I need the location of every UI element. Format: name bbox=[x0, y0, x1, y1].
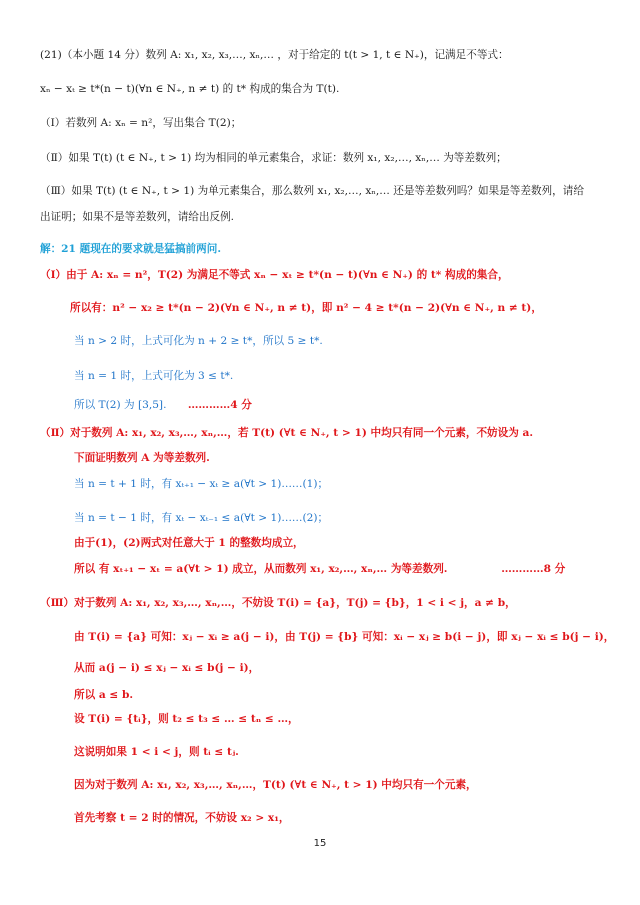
part1-score: …………4 分 bbox=[187, 399, 252, 411]
part3-line-1: （Ⅲ）对于数列 A: x₁, x₂, x₃,…, xₙ,…，不妨设 T(i) = {a}，T(j) = {b}，1 < i < j，a ≠ b， bbox=[40, 597, 516, 609]
part2-line-5: 由于(1)，(2)两式对任意大于 1 的整数均成立， bbox=[74, 537, 304, 549]
problem-line-2: xₙ − xₜ ≥ t*(n − t)(∀n ∈ N₊, n ≠ t) 的 t* 构成的集合为 T(t). bbox=[40, 83, 340, 95]
part1-line-5 bbox=[74, 398, 252, 412]
part1-line-3: 当 n > 2 时，上式可化为 n + 2 ≥ t*，所以 5 ≥ t*. bbox=[74, 335, 323, 347]
part1-conclusion: 所以 T(2) 为 [3,5]. bbox=[74, 399, 167, 411]
part3-line-6: 这说明如果 1 < i < j，则 tᵢ ≤ tⱼ. bbox=[74, 746, 239, 758]
part1-line-4: 当 n = 1 时，上式可化为 3 ≤ t*. bbox=[74, 370, 234, 382]
solution-title: 解：21 题现在的要求就是猛搞前两问. bbox=[40, 243, 222, 255]
part2-line-6 bbox=[74, 562, 565, 576]
problem-part-2: （Ⅱ）如果 T(t) (t ∈ N₊, t > 1) 均为相同的单元素集合，求证：数列 x₁, x₂,…, xₙ,… 为等差数列； bbox=[40, 152, 507, 164]
problem-part-3: （Ⅲ）如果 T(t) (t ∈ N₊, t > 1) 为单元素集合，那么数列 x₁, x₂,…, xₙ,… 还是等差数列吗？如果是等差数列，请给 bbox=[40, 185, 584, 197]
part3-line-2: 由 T(i) = {a} 可知：xⱼ − xᵢ ≥ a(j − i)，由 T(j) = {b} 可知：xᵢ − xⱼ ≥ b(i − j)，即 xⱼ − xᵢ ≤ b(j − i)， bbox=[74, 631, 615, 643]
part2-line-2: 下面证明数列 A 为等差数列. bbox=[74, 452, 210, 464]
part2-conclusion: 所以 有 xₜ₊₁ − xₜ = a(∀t > 1) 成立，从而数列 x₁, x₂,…, xₙ,… 为等差数列. bbox=[74, 563, 448, 575]
problem-part-1: （Ⅰ）若数列 A: xₙ = n²，写出集合 T(2)； bbox=[40, 117, 242, 129]
part2-score: …………8 分 bbox=[501, 563, 566, 575]
part1-line-2: 所以有：n² − x₂ ≥ t*(n − 2)(∀n ∈ N₊, n ≠ t)，即 n² − 4 ≥ t*(n − 2)(∀n ∈ N₊, n ≠ t)， bbox=[70, 302, 542, 314]
part3-line-8: 首先考察 t = 2 时的情况，不妨设 x₂ > x₁， bbox=[74, 812, 290, 824]
part3-line-7: 因为对于数列 A: x₁, x₂, x₃,…, xₙ,…，T(t) (∀t ∈ N₊, t > 1) 中均只有一个元素， bbox=[74, 779, 477, 791]
part3-line-5: 设 T(i) = {tᵢ}，则 t₂ ≤ t₃ ≤ … ≤ tₙ ≤ …， bbox=[74, 713, 299, 725]
problem-part-3-cont: 出证明；如果不是等差数列，请给出反例. bbox=[40, 211, 235, 223]
part2-line-4: 当 n = t − 1 时，有 xₜ − xₜ₋₁ ≤ a(∀t > 1)……(2)； bbox=[74, 512, 329, 524]
part2-line-1: （Ⅱ）对于数列 A: x₁, x₂, x₃,…, xₙ,…，若 T(t) (∀t ∈ N₊, t > 1) 中均只有同一个元素，不妨设为 a. bbox=[40, 427, 534, 439]
problem-line-1: (21)（本小题 14 分）数列 A: x₁, x₂, x₃,…, xₙ,… ，对于给定的 t(t > 1, t ∈ N₊)，记满足不等式： bbox=[40, 49, 509, 61]
part2-line-3: 当 n = t + 1 时，有 xₜ₊₁ − xₜ ≥ a(∀t > 1)……(1)； bbox=[74, 478, 329, 490]
part1-line-1: （Ⅰ）由于 A: xₙ = n²，T(2) 为满足不等式 xₙ − xₜ ≥ t*(n − t)(∀n ∈ N₊) 的 t* 构成的集合， bbox=[40, 269, 509, 281]
part3-line-4: 所以 a ≤ b. bbox=[74, 689, 134, 701]
page-number: 15 bbox=[313, 838, 327, 849]
part3-line-3: 从而 a(j − i) ≤ xⱼ − xᵢ ≤ b(j − i)， bbox=[74, 662, 260, 674]
